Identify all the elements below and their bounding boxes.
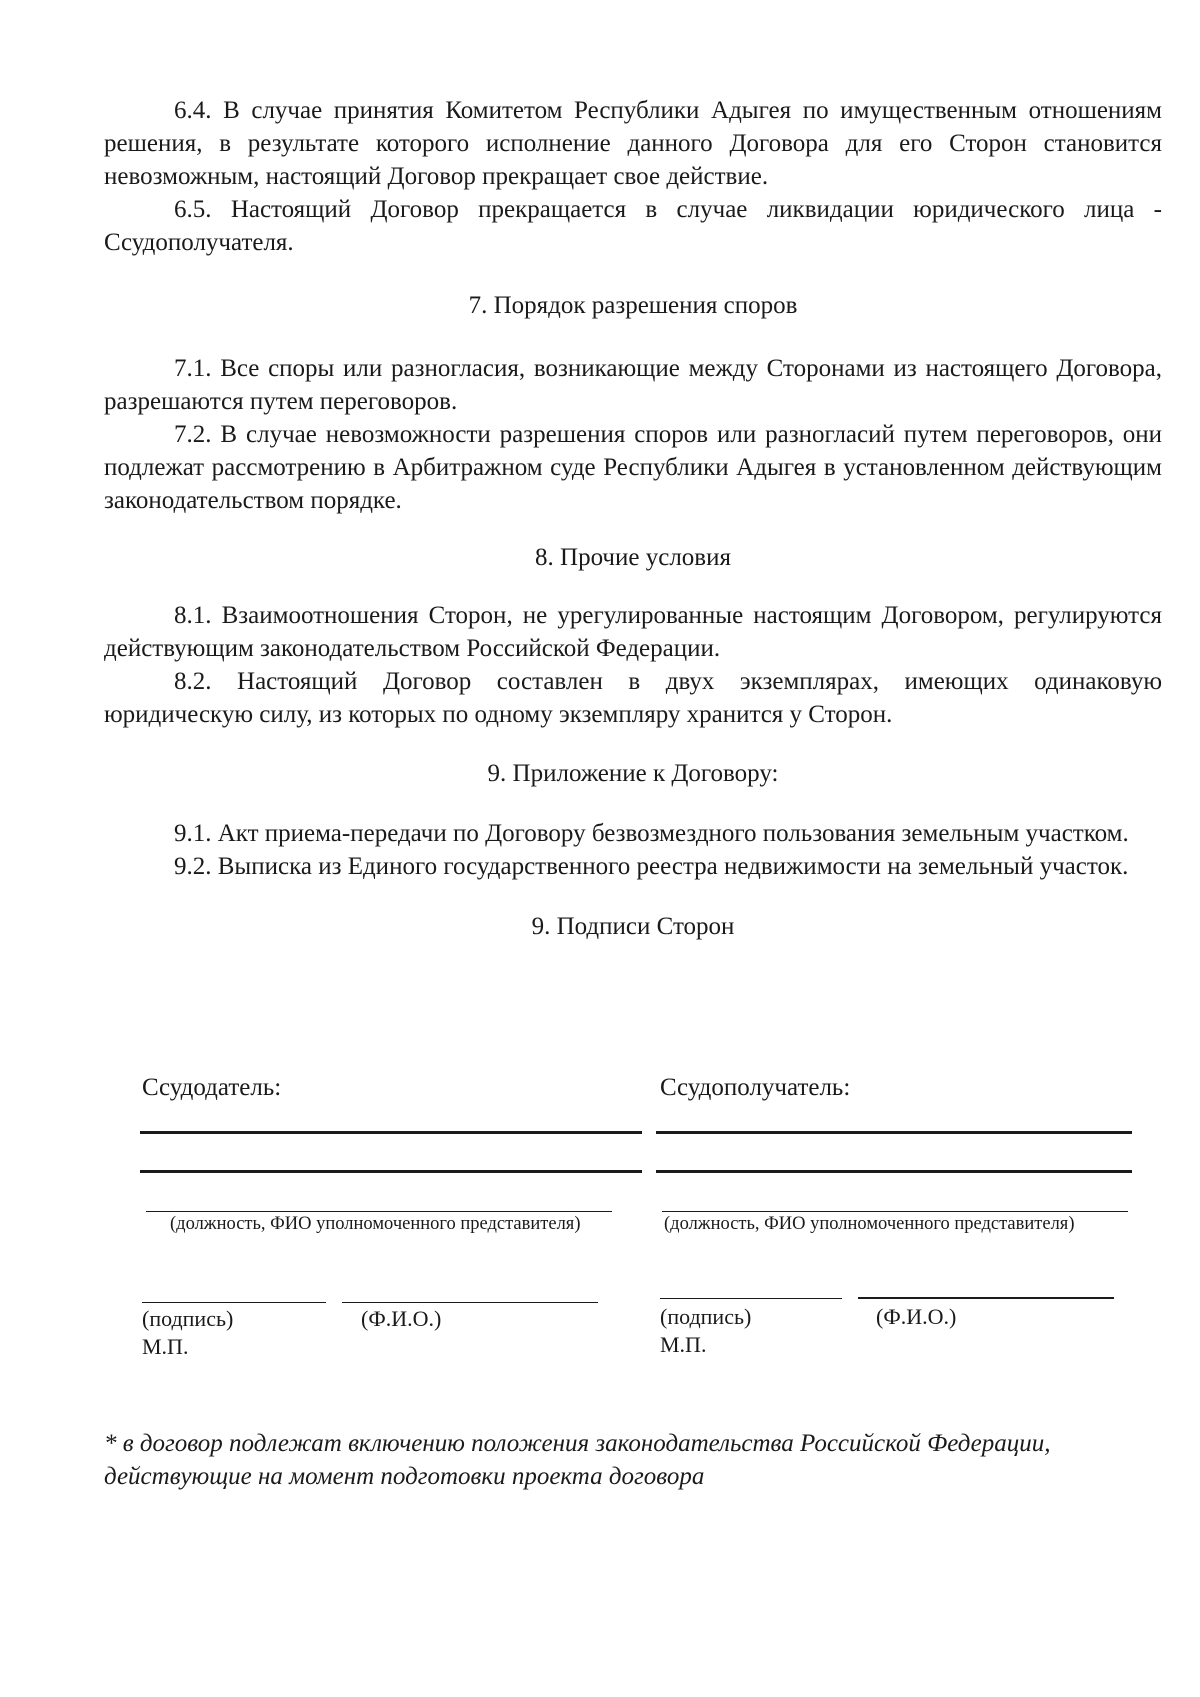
clause-9-2: 9.2. Выписка из Единого государственного реестра недвижимости на земельный участок. <box>174 853 1129 880</box>
clause-7-1: 7.1. Все споры или разногласия, возникающие между Сторонами из настоящего Договора, разрешаются путем переговоров. <box>104 355 1162 415</box>
borrower-line-3 <box>662 1211 1128 1212</box>
lender-name-label: (Ф.И.О.) <box>361 1306 442 1331</box>
borrower-caption: (должность, ФИО уполномоченного представителя) <box>664 1214 1075 1234</box>
lender-name-line <box>342 1302 598 1303</box>
clause-9-1: 9.1. Акт приема-передачи по Договору безвозмездного пользования земельным участком. <box>174 820 1129 847</box>
clause-8-2: 8.2. Настоящий Договор составлен в двух экземплярах, имеющих одинаковую юридическую силу, из которых по одному экземпляру хранится у Сторон. <box>104 668 1162 728</box>
footnote: * в договор подлежат включению положения законодательства Российской Федерации, действующие на момент подготовки проекта договора <box>104 1430 1051 1490</box>
borrower-sign-line <box>660 1298 842 1299</box>
borrower-title: Ссудополучатель: <box>660 1074 851 1101</box>
borrower-line-2 <box>656 1170 1132 1173</box>
clause-7-2: 7.2. В случае невозможности разрешения споров или разногласий путем переговоров, они подлежат рассмотрению в Арбитражном суде Республики Адыгея в установленном действующим законодательством порядке. <box>104 421 1162 514</box>
lender-line-2 <box>140 1170 642 1173</box>
borrower-name-label: (Ф.И.О.) <box>876 1304 957 1329</box>
clause-6-4: 6.4. В случае принятия Комитетом Республики Адыгея по имущественным отношениям решения, в результате которого исполнение данного Договора для его Сторон становится невозможным, настоящий Договор прекращает свое действие. <box>104 97 1162 190</box>
lender-line-3 <box>146 1211 612 1212</box>
lender-stamp-label: М.П. <box>142 1334 189 1359</box>
signatures-heading: 9. Подписи Сторон <box>531 913 735 940</box>
clause-8-1: 8.1. Взаимоотношения Сторон, не урегулированные настоящим Договором, регулируются действующим законодательством Российской Федерации. <box>104 602 1162 662</box>
lender-sign-label: (подпись) <box>142 1306 234 1331</box>
lender-line-1 <box>140 1131 642 1134</box>
borrower-line-1 <box>656 1131 1132 1134</box>
lender-sign-line <box>142 1302 326 1303</box>
lender-title: Ссудодатель: <box>142 1074 282 1101</box>
lender-caption: (должность, ФИО уполномоченного представителя) <box>170 1214 581 1234</box>
document-body <box>104 94 1162 943</box>
clause-6-5: 6.5. Настоящий Договор прекращается в случае ликвидации юридического лица - Ссудополучателя. <box>104 196 1162 256</box>
borrower-name-line <box>858 1297 1114 1299</box>
borrower-sign-label: (подпись) <box>660 1304 752 1329</box>
borrower-stamp-label: М.П. <box>660 1332 707 1357</box>
section-9-heading: 9. Приложение к Договору: <box>487 760 779 787</box>
section-8-heading: 8. Прочие условия <box>535 544 731 571</box>
section-7-heading: 7. Порядок разрешения споров <box>468 292 798 319</box>
